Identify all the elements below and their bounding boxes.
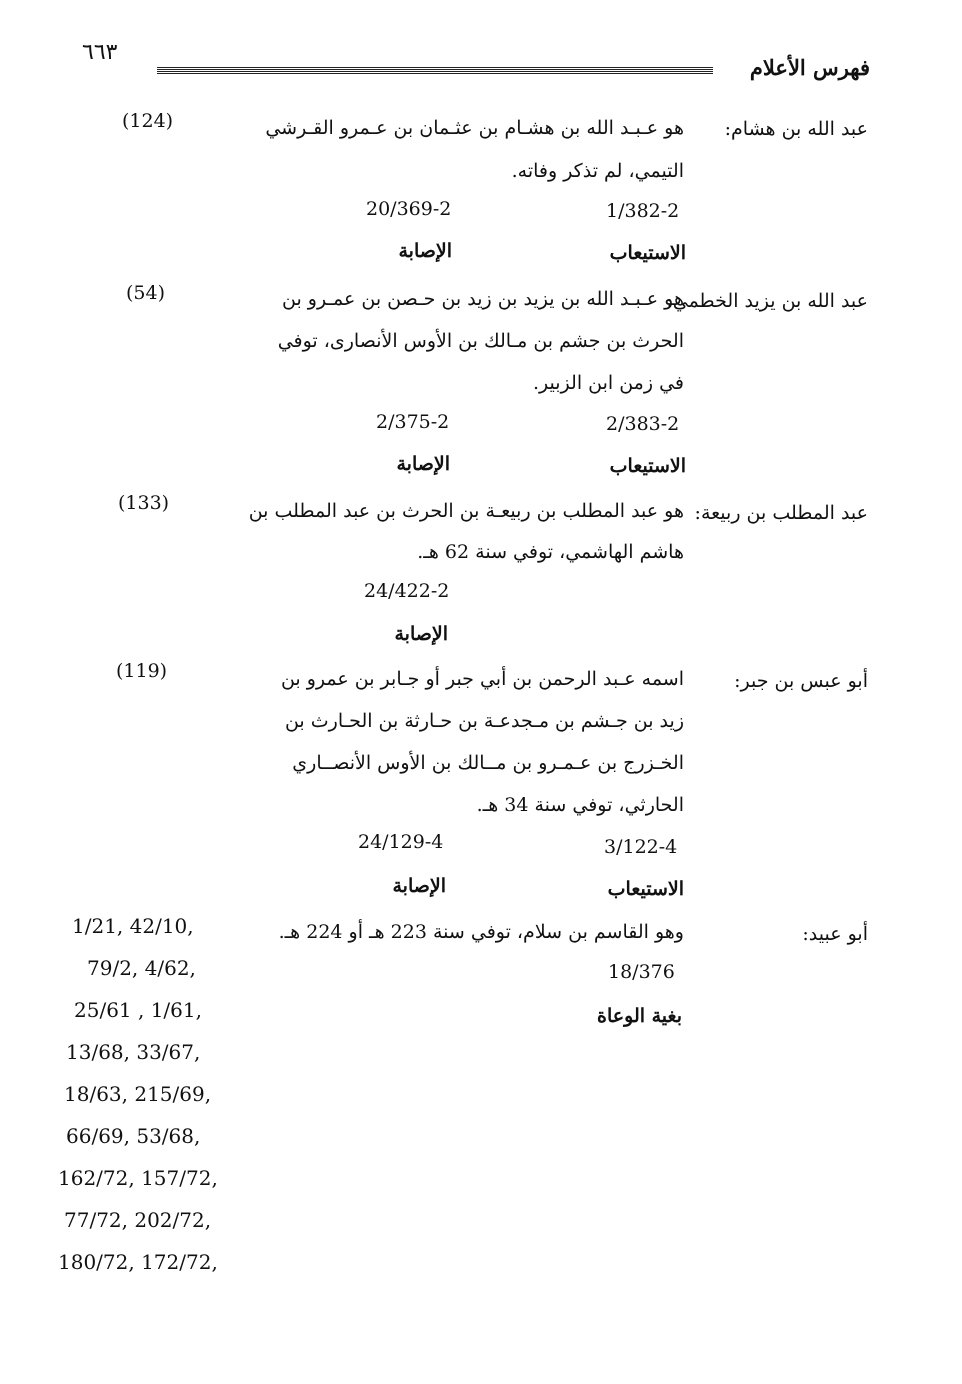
entry-name: عبد الله بن يزيد الخطمي: xyxy=(666,290,868,312)
source-title: الاستيعاب xyxy=(607,878,684,900)
entry-text-line: الحرث بن جشم بن مـالك بن الأوس الأنصارى، توفي xyxy=(277,330,684,352)
source-title: الاستيعاب xyxy=(609,242,686,264)
index-ref-line: 180/72, 172/72, xyxy=(58,1250,218,1274)
source-ref: 20/369-2 xyxy=(366,198,452,220)
source-title: الاستيعاب xyxy=(609,455,686,477)
source-ref: 1/382-2 xyxy=(606,200,680,222)
entry-number: (124) xyxy=(122,110,174,132)
entry-text-line: هاشم الهاشمي، توفي سنة 62 هـ. xyxy=(417,541,684,563)
entry-text-line: هو عبد المطلب بن ربيعـة بن الحرث بن عبد المطلب بن xyxy=(248,500,684,522)
entry-text-line: اسمه عـبد الرحمن بن أبي جبر أو جـابر بن عمرو بن xyxy=(280,668,684,690)
index-ref-line: 79/2, 4/62, xyxy=(87,956,196,980)
entry-text-line: الحارثي، توفي سنة 34 هـ. xyxy=(476,794,684,816)
source-title: الإصابة xyxy=(394,623,448,645)
entry-text-line: زيد بن جـشم بن مـجدعـة بن حـارثة بن الحـارث بن xyxy=(284,710,684,732)
entry-number: (54) xyxy=(126,282,166,304)
page-number: ٦٦٣ xyxy=(82,40,118,65)
source-title: الإصابة xyxy=(396,453,450,475)
running-header-title: فهرس الأعلام xyxy=(749,55,870,80)
entry-name: أبو عبس بن جبر: xyxy=(734,670,868,692)
index-ref-line: 25/61 , 1/61, xyxy=(74,998,202,1022)
source-title: الإصابة xyxy=(392,875,446,897)
entry-text-line: الخـزرج بن عـمـرو بن مــالك بن الأوس الأنصــاري xyxy=(292,752,684,774)
entry-text-line: وهو القاسم بن سلام، توفي سنة 223 هـ أو 224 هـ. xyxy=(278,921,684,943)
entry-text-line: هو عـبـد الله بن هشـام بن عثـمان بن عـمرو القـرشي xyxy=(265,117,684,139)
index-ref-line: 77/72, 202/72, xyxy=(64,1208,212,1232)
header-rule xyxy=(157,66,713,74)
entry-text-line: التيمي، لم تذكر وفاته. xyxy=(511,160,684,182)
index-ref-line: 13/68, 33/67, xyxy=(66,1040,201,1064)
index-ref-line: 162/72, 157/72, xyxy=(58,1166,218,1190)
entry-text-line: في زمن ابن الزبير. xyxy=(533,372,684,394)
entry-name: عبد الله بن هشام: xyxy=(724,118,868,140)
index-ref-line: 1/21, 42/10, xyxy=(72,914,194,938)
entry-name: أبو عبيد: xyxy=(802,923,868,945)
source-ref: 2/375-2 xyxy=(376,411,450,433)
entry-number: (119) xyxy=(116,660,168,682)
source-title: الإصابة xyxy=(398,240,452,262)
source-ref: 18/376 xyxy=(608,961,675,983)
source-ref: 24/129-4 xyxy=(358,831,444,853)
entry-number: (133) xyxy=(118,492,170,514)
source-ref: 24/422-2 xyxy=(364,580,450,602)
source-title: بغية الوعاة xyxy=(597,1005,682,1027)
source-ref: 2/383-2 xyxy=(606,413,680,435)
entry-name: عبد المطلب بن ربيعة: xyxy=(694,502,868,524)
index-ref-line: 66/69, 53/68, xyxy=(66,1124,201,1148)
entry-text-line: هو عـبـد الله بن يزيد بن زيد بن حـصن بن عمـرو بن xyxy=(281,288,684,310)
index-ref-line: 18/63, 215/69, xyxy=(64,1082,212,1106)
source-ref: 3/122-4 xyxy=(604,836,678,858)
